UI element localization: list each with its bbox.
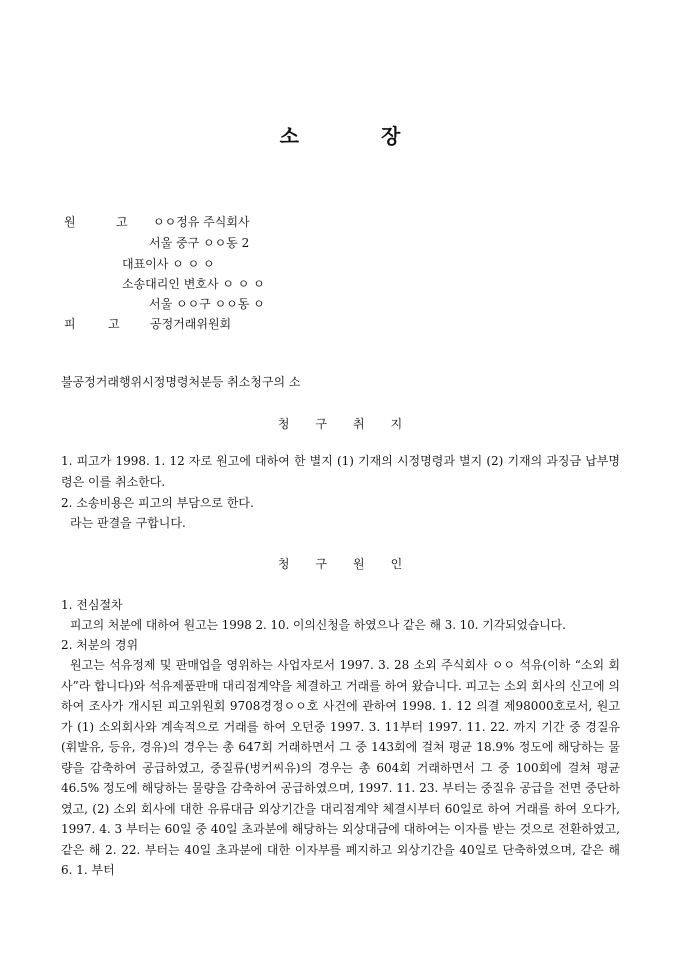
claim-closing: 라는 판결을 구합니다. [70,516,186,530]
section-1-title: 1. 전심절차 [61,598,123,612]
plaintiff-name: ㅇㅇ정유 주식회사 [153,215,250,229]
document-title [0,120,680,149]
cause-heading [0,557,680,571]
section-2-body: 원고는 석유정제 및 판매업을 영위하는 사업자로서 1997. 3. 28 소외 주식회사 ㅇㅇ 석유(이하 “소외 회사”라 합니다)와 석유제품판매 대리점계약을 체결하고 거래를 하여 왔습니다. 피고는 소외 회사의 신고에 의하여 조사가 개시된 피고위원회 9708경정ㅇㅇ호 사건에 관하여 1998. 1. 12 의결 제98000호로서, 원고가 (1) 소외회사와 계속적으로 거래를 하여 오던중 1997. 3. 11부터 1997. 11. 22. 까지 기간 중 경질유(휘발유, 등유, 경유)의 경우는 총 647회 거래하면서 그 중 143회에 걸쳐 평균 18.9% 정도에 해당하는 물량을 감축하여 공급하였고, 중질류(벙커씨유)의 경우는 총 604회 거래하면서 그 중 100회에 걸쳐 평균 46.5% 정도에 해당하는 물량을 감축하여 공급하였으며, 1997. 11. 23. 부터는 중질유 공급을 전면 중단하였고, (2) 소외 회사에 대한 유류대금 외상기간을 대리점계약 체결시부터 60일로 하여 거래를 하여 오다가, 1997. 4. 3 부터는 60일 중 40일 초과분에 해당하는 외상대금에 대하여는 이자를 받는 것으로 전환하였고, 같은 해 2. 22. 부터는 40일 초과분에 대한 이자부를 폐지하고 외상기간을 40일로 단축하였으며, 같은 해 6. 1. 부터 [61,658,620,877]
plaintiff-label-1: 원 [64,215,76,229]
plaintiff-address: 서울 중구 ㅇㅇ동 2 [149,236,250,250]
attorney-address: 서울 ㅇㅇ구 ㅇㅇ동 ㅇ [149,297,265,311]
plaintiff-representative: 대표이사 ㅇ ㅇ ㅇ [122,257,215,271]
section-1-body: 피고의 처분에 대하여 원고는 1998 2. 10. 이의신청을 하였으나 같은 해 3. 10. 기각되었습니다. [70,618,566,632]
claim-heading-char: 구 [315,417,327,431]
claim-1: 1. 피고가 1998. 1. 12 자로 원고에 대하여 한 별지 (1) 기재의 시정명령과 별지 (2) 기재의 과징금 납부명령은 이를 취소한다. [61,454,620,489]
cause-heading-char: 원 [353,557,365,571]
cause-heading-char: 인 [390,557,403,571]
claim-heading-char: 청 [277,417,290,431]
title-char-left: 소 [279,124,299,148]
title-char-right: 장 [381,124,401,148]
claim-heading-char: 지 [390,417,403,431]
claim-2: 2. 소송비용은 피고의 부담으로 한다. [61,496,254,510]
plaintiff-attorney: 소송대리인 변호사 ㅇ ㅇ ㅇ [122,277,265,291]
defendant-label-2: 고 [108,317,120,331]
claim-heading-char: 취 [353,417,365,431]
cause-heading-char: 구 [315,557,327,571]
defendant-label-1: 피 [64,317,76,331]
case-title: 불공정거래행위시정명령처분등 취소청구의 소 [61,375,301,389]
claim-heading [0,417,680,431]
plaintiff-label-2: 고 [116,215,128,229]
section-2-title: 2. 처분의 경위 [61,638,139,652]
defendant-name: 공정거래위원회 [150,317,232,331]
cause-heading-char: 청 [277,557,290,571]
